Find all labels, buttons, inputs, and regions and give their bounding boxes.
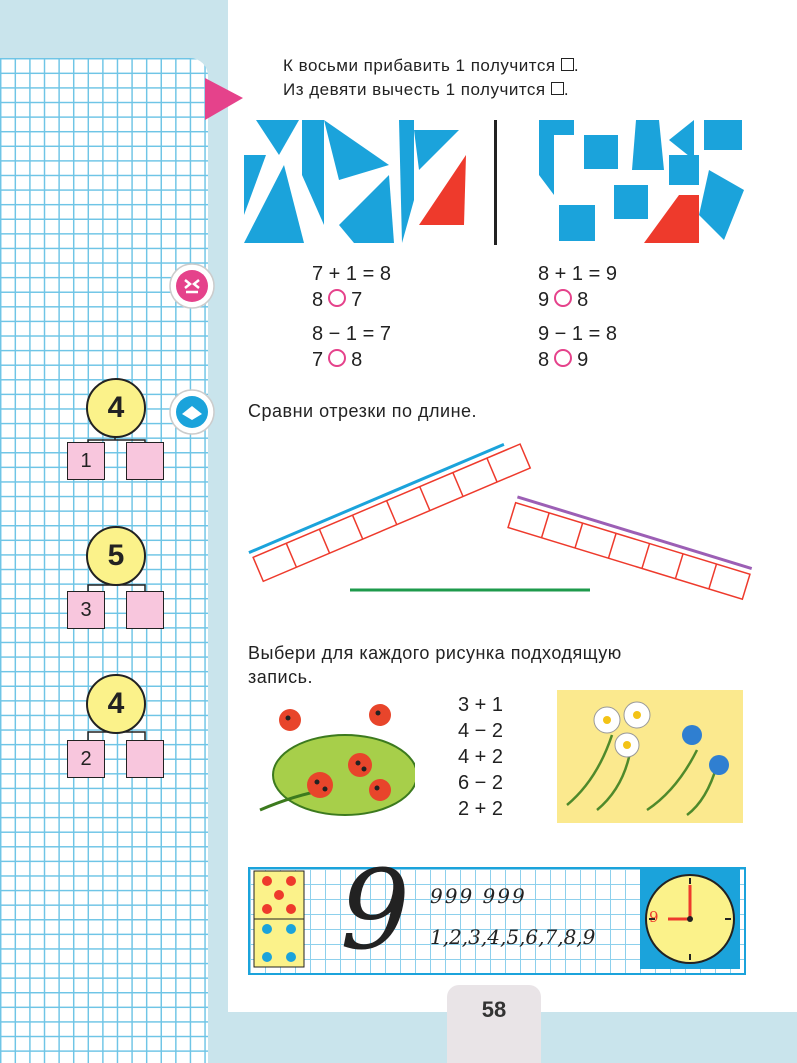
diagram-right-box bbox=[126, 442, 164, 480]
options-list bbox=[458, 692, 503, 822]
option-item[interactable]: 6 − 2 bbox=[458, 772, 504, 794]
diagram-right-box bbox=[126, 591, 164, 629]
header-line-2: Из девяти вычесть 1 получится . bbox=[283, 80, 570, 99]
tangram-figures bbox=[244, 115, 754, 250]
equation: 9 − 1 = 8 bbox=[538, 323, 617, 345]
comparison: 9 8 bbox=[538, 289, 589, 311]
comparison: 8 7 bbox=[312, 289, 363, 311]
diagram-top-number: 4 bbox=[86, 674, 146, 734]
diagram-top-number: 4 bbox=[86, 378, 146, 438]
segments-figure bbox=[240, 430, 760, 610]
header-line-1: К восьми прибавить 1 получится . bbox=[283, 56, 580, 75]
page-number: 58 bbox=[447, 985, 541, 1063]
diagram-left-box: 3 bbox=[67, 591, 105, 629]
writing-row-1: 999 999 bbox=[430, 884, 527, 908]
clock-label: 9 bbox=[649, 908, 659, 926]
option-item[interactable]: 2 + 2 bbox=[458, 798, 504, 820]
compare-title: Сравни отрезки по длине. bbox=[248, 401, 478, 421]
equation: 7 + 1 = 8 bbox=[312, 263, 391, 285]
diagram-right-box bbox=[126, 740, 164, 778]
big-digit: 9 bbox=[340, 846, 410, 974]
option-item[interactable]: 4 − 2 bbox=[458, 720, 504, 742]
dice-cards bbox=[250, 869, 310, 969]
option-item[interactable]: 4 + 2 bbox=[458, 746, 504, 768]
book-icon bbox=[168, 388, 216, 436]
diagram-left-box: 1 bbox=[67, 442, 105, 480]
compare-circle[interactable] bbox=[554, 349, 572, 367]
diagram-top-number: 5 bbox=[86, 526, 146, 586]
compare-circle[interactable] bbox=[328, 349, 346, 367]
choose-title: Выбери для каждого рисунка подходящую запись. bbox=[248, 643, 622, 687]
pointer-triangle-icon bbox=[205, 78, 245, 122]
equation: 8 + 1 = 9 bbox=[538, 263, 617, 285]
writing-row-2: 1,2,3,4,5,6,7,8,9 bbox=[430, 925, 596, 949]
ladybugs-picture bbox=[255, 695, 415, 820]
equations-left bbox=[312, 261, 391, 373]
equation: 8 − 1 = 7 bbox=[312, 323, 391, 345]
comparison: 8 9 bbox=[538, 349, 589, 371]
flowers-picture bbox=[557, 690, 743, 823]
comparison: 7 8 bbox=[312, 349, 363, 371]
compare-circle[interactable] bbox=[328, 289, 346, 307]
compare-signs-icon bbox=[168, 262, 216, 310]
equations-right bbox=[538, 261, 617, 373]
diagram-left-box: 2 bbox=[67, 740, 105, 778]
option-item[interactable]: 3 + 1 bbox=[458, 694, 504, 716]
compare-circle[interactable] bbox=[554, 289, 572, 307]
